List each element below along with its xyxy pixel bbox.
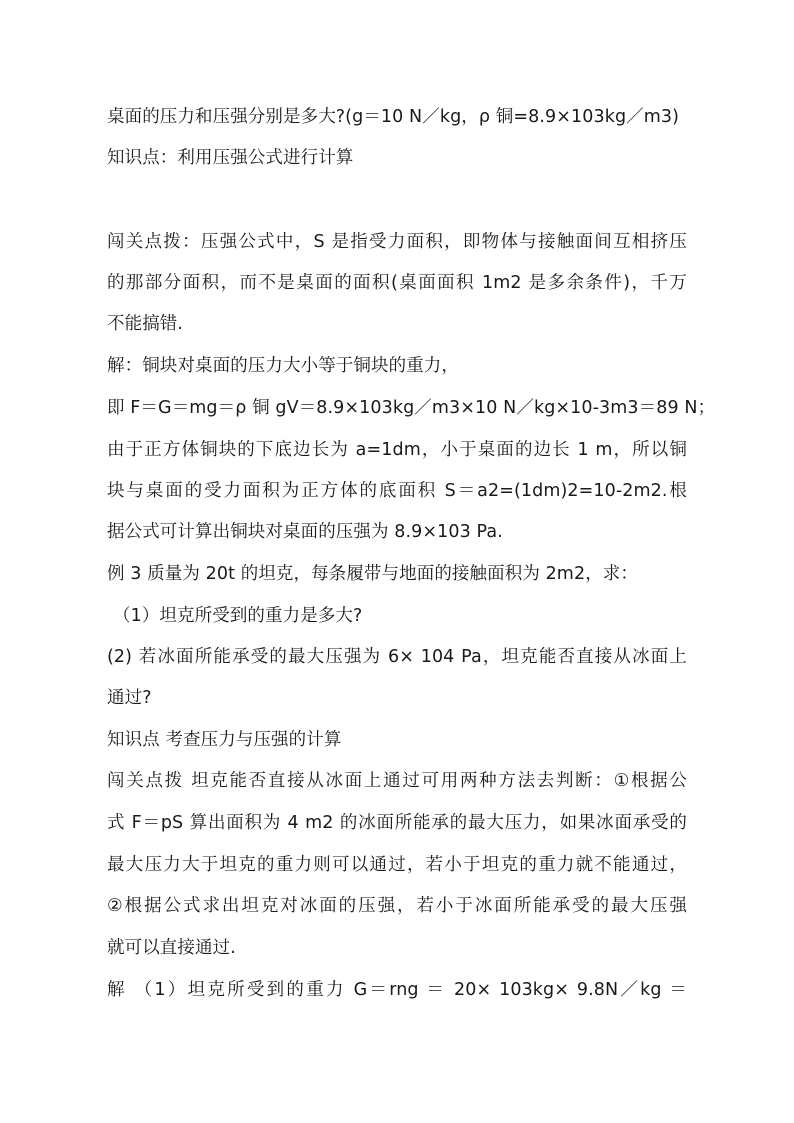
hint-line: 就可以直接通过. [107,938,236,958]
hint-line: ②根据公式求出坦克对冰面的压强，若小于冰面所能承受的最大压强 [107,896,687,916]
hint-line: 不能搞错. [107,314,184,334]
hint-line: 的那部分面积，而不是桌面的面积(桌面面积 1m2 是多余条件)，千万 [107,273,687,293]
solution-line: 即 F＝G＝mg＝ρ 铜 gV＝8.9×103kg／m3×10 N／kg×10-3m3＝89 N； [107,398,716,418]
hint-line: 最大压力大于坦克的重力则可以通过，若小于坦克的重力就不能通过， [107,855,687,875]
solution-line: 块与桌面的受力面积为正方体的底面积 S＝a2=(1dm)2=10-2m2.根 [107,481,687,501]
question-2: (2) 若冰面所能承受的最大压强为 6× 104 Pa，坦克能否直接从冰面上 [107,647,687,667]
solution-line: 据公式可计算出铜块对桌面的压强为 8.9×103 Pa. [107,522,503,542]
hint-line: 闯关点拨 坦克能否直接从冰面上通过可用两种方法去判断：①根据公 [107,771,687,791]
example-title: 例 3 质量为 20t 的坦克，每条履带与地面的接触面积为 2m2，求： [107,564,638,584]
knowledge-point: 知识点：利用压强公式进行计算 [107,148,354,168]
solution-line: 解：铜块对桌面的压力大小等于铜块的重力， [107,356,459,376]
solution-line: 由于正方体铜块的下底边长为 a=1dm，小于桌面的边长 1 m，所以铜 [107,440,687,460]
knowledge-point: 知识点 考查压力与压强的计算 [107,730,342,750]
solution-line: 解 （1）坦克所受到的重力 G＝rng ＝ 20× 103kg× 9.8N／kg ＝ [107,980,687,1000]
question-2: 通过? [107,688,152,708]
hint-line: 闯关点拨：压强公式中，S 是指受力面积，即物体与接触面间互相挤压 [107,232,687,252]
question-1: （1）坦克所受到的重力是多大? [113,606,363,626]
hint-line: 式 F＝pS 算出面积为 4 m2 的冰面所能承的最大压力，如果冰面承受的 [107,813,687,833]
problem-text-line: 桌面的压力和压强分别是多大?(g＝10 N／kg，ρ 铜=8.9×103kg／m3) [107,107,680,127]
